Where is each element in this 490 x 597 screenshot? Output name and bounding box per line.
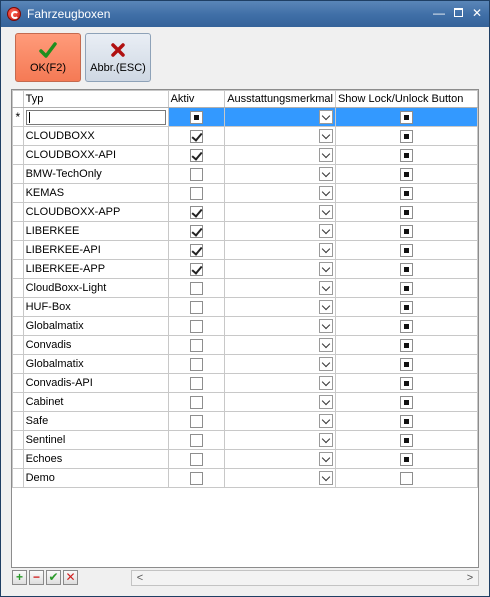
aktiv-checkbox[interactable] bbox=[190, 111, 203, 124]
aktiv-checkbox[interactable] bbox=[190, 130, 203, 143]
grid-table bbox=[12, 90, 478, 488]
column-header-show-lock-unlock[interactable]: Show Lock/Unlock Button bbox=[335, 91, 477, 108]
lock-checkbox[interactable] bbox=[400, 453, 413, 466]
lock-checkbox[interactable] bbox=[400, 225, 413, 238]
aktiv-cell[interactable] bbox=[168, 412, 225, 431]
aktiv-cell[interactable] bbox=[168, 317, 225, 336]
column-header-typ[interactable]: Typ bbox=[23, 91, 168, 108]
cancel-record-button[interactable]: ✕ bbox=[63, 570, 78, 585]
ausstattungsmerkmal-cell[interactable] bbox=[225, 279, 336, 298]
typ-cell[interactable]: BMW-TechOnly bbox=[23, 165, 168, 184]
aktiv-cell[interactable] bbox=[168, 393, 225, 412]
chevron-down-icon[interactable] bbox=[319, 243, 333, 257]
lock-cell[interactable] bbox=[335, 431, 477, 450]
typ-cell[interactable]: LIBERKEE-API bbox=[23, 241, 168, 260]
aktiv-cell[interactable] bbox=[168, 260, 225, 279]
lock-cell[interactable] bbox=[335, 412, 477, 431]
ausstattungsmerkmal-cell[interactable] bbox=[225, 317, 336, 336]
aktiv-cell[interactable] bbox=[168, 431, 225, 450]
ausstattungsmerkmal-cell[interactable] bbox=[225, 108, 336, 127]
column-header-aktiv[interactable]: Aktiv bbox=[168, 91, 225, 108]
aktiv-checkbox[interactable] bbox=[190, 263, 203, 276]
scroll-left-icon[interactable]: < bbox=[136, 572, 144, 584]
chevron-down-icon[interactable] bbox=[319, 471, 333, 485]
lock-cell[interactable] bbox=[335, 108, 477, 127]
toolbar bbox=[1, 27, 489, 89]
lock-cell[interactable] bbox=[335, 127, 477, 146]
table-row[interactable] bbox=[13, 127, 478, 146]
grid-header-row bbox=[13, 91, 478, 108]
aktiv-cell[interactable] bbox=[168, 146, 225, 165]
row-indicator bbox=[13, 241, 24, 260]
ausstattungsmerkmal-cell[interactable] bbox=[225, 184, 336, 203]
ausstattungsmerkmal-cell[interactable] bbox=[225, 127, 336, 146]
row-indicator bbox=[13, 108, 24, 127]
aktiv-cell[interactable] bbox=[168, 203, 225, 222]
ausstattungsmerkmal-cell[interactable] bbox=[225, 222, 336, 241]
ausstattungsmerkmal-cell[interactable] bbox=[225, 298, 336, 317]
aktiv-checkbox[interactable] bbox=[190, 168, 203, 181]
row-indicator bbox=[13, 336, 24, 355]
lock-cell[interactable] bbox=[335, 317, 477, 336]
post-record-button[interactable]: ✔ bbox=[46, 570, 61, 585]
chevron-down-icon[interactable] bbox=[319, 395, 333, 409]
row-indicator bbox=[13, 203, 24, 222]
lock-cell[interactable] bbox=[335, 241, 477, 260]
typ-cell[interactable]: CLOUDBOXX-API bbox=[23, 146, 168, 165]
ausstattungsmerkmal-cell[interactable] bbox=[225, 203, 336, 222]
checkmark-icon bbox=[38, 40, 58, 60]
aktiv-checkbox[interactable] bbox=[190, 339, 203, 352]
chevron-down-icon[interactable] bbox=[319, 376, 333, 390]
ausstattungsmerkmal-cell[interactable] bbox=[225, 165, 336, 184]
aktiv-cell[interactable] bbox=[168, 108, 225, 127]
typ-cell[interactable]: Cabinet bbox=[23, 393, 168, 412]
typ-cell[interactable]: Globalmatix bbox=[23, 317, 168, 336]
ausstattungsmerkmal-cell[interactable] bbox=[225, 146, 336, 165]
row-indicator-header bbox=[13, 91, 24, 108]
row-indicator bbox=[13, 222, 24, 241]
lock-cell[interactable] bbox=[335, 146, 477, 165]
table-row[interactable] bbox=[13, 374, 478, 393]
lock-checkbox[interactable] bbox=[400, 263, 413, 276]
aktiv-checkbox[interactable] bbox=[190, 415, 203, 428]
app-logo-icon bbox=[7, 7, 21, 21]
aktiv-cell[interactable] bbox=[168, 222, 225, 241]
lock-checkbox[interactable] bbox=[400, 149, 413, 162]
scroll-right-icon[interactable]: > bbox=[466, 572, 474, 584]
aktiv-checkbox[interactable] bbox=[190, 434, 203, 447]
table-row[interactable] bbox=[13, 450, 478, 469]
row-indicator bbox=[13, 260, 24, 279]
lock-checkbox[interactable] bbox=[400, 187, 413, 200]
typ-cell[interactable] bbox=[23, 108, 168, 127]
close-button[interactable]: ✕ bbox=[471, 6, 483, 20]
typ-cell[interactable]: CLOUDBOXX-APP bbox=[23, 203, 168, 222]
table-row[interactable] bbox=[13, 165, 478, 184]
title-bar bbox=[1, 1, 489, 27]
cross-icon bbox=[108, 40, 128, 60]
table-row[interactable] bbox=[13, 146, 478, 165]
row-indicator bbox=[13, 393, 24, 412]
table-row[interactable] bbox=[13, 355, 478, 374]
table-row[interactable] bbox=[13, 393, 478, 412]
lock-cell[interactable] bbox=[335, 222, 477, 241]
row-indicator bbox=[13, 431, 24, 450]
typ-cell[interactable]: Echoes bbox=[23, 450, 168, 469]
lock-cell[interactable] bbox=[335, 165, 477, 184]
table-row[interactable] bbox=[13, 203, 478, 222]
typ-cell[interactable]: HUF-Box bbox=[23, 298, 168, 317]
aktiv-checkbox[interactable] bbox=[190, 206, 203, 219]
chevron-down-icon[interactable] bbox=[319, 319, 333, 333]
row-indicator bbox=[13, 374, 24, 393]
aktiv-checkbox[interactable] bbox=[190, 301, 203, 314]
cancel-button-label: Abbr.(ESC) bbox=[90, 62, 146, 74]
chevron-down-icon[interactable] bbox=[319, 110, 333, 124]
ausstattungsmerkmal-cell[interactable] bbox=[225, 393, 336, 412]
chevron-down-icon[interactable] bbox=[319, 300, 333, 314]
typ-cell[interactable]: CLOUDBOXX bbox=[23, 127, 168, 146]
lock-checkbox[interactable] bbox=[400, 206, 413, 219]
typ-cell[interactable]: KEMAS bbox=[23, 184, 168, 203]
lock-checkbox[interactable] bbox=[400, 244, 413, 257]
typ-cell[interactable]: Convadis-API bbox=[23, 374, 168, 393]
lock-checkbox[interactable] bbox=[400, 301, 413, 314]
chevron-down-icon[interactable] bbox=[319, 129, 333, 143]
row-indicator bbox=[13, 127, 24, 146]
horizontal-scrollbar[interactable] bbox=[131, 570, 479, 586]
ok-button[interactable] bbox=[15, 33, 81, 82]
chevron-down-icon[interactable] bbox=[319, 357, 333, 371]
ausstattungsmerkmal-cell[interactable] bbox=[225, 412, 336, 431]
lock-checkbox[interactable] bbox=[400, 434, 413, 447]
aktiv-checkbox[interactable] bbox=[190, 149, 203, 162]
lock-cell[interactable] bbox=[335, 279, 477, 298]
ausstattungsmerkmal-cell[interactable] bbox=[225, 469, 336, 488]
typ-cell[interactable]: LIBERKEE-APP bbox=[23, 260, 168, 279]
window-title: Fahrzeugboxen bbox=[27, 7, 111, 21]
table-row[interactable] bbox=[13, 412, 478, 431]
ausstattungsmerkmal-cell[interactable] bbox=[225, 336, 336, 355]
aktiv-cell[interactable] bbox=[168, 127, 225, 146]
aktiv-checkbox[interactable] bbox=[190, 282, 203, 295]
maximize-button[interactable] bbox=[450, 5, 466, 21]
typ-cell[interactable]: Globalmatix bbox=[23, 355, 168, 374]
aktiv-cell[interactable] bbox=[168, 279, 225, 298]
ausstattungsmerkmal-cell[interactable] bbox=[225, 374, 336, 393]
typ-cell[interactable]: LIBERKEE bbox=[23, 222, 168, 241]
row-indicator bbox=[13, 469, 24, 488]
aktiv-cell[interactable] bbox=[168, 450, 225, 469]
ausstattungsmerkmal-cell[interactable] bbox=[225, 260, 336, 279]
row-indicator bbox=[13, 298, 24, 317]
navigator-bar bbox=[11, 569, 479, 587]
row-indicator bbox=[13, 184, 24, 203]
row-indicator bbox=[13, 317, 24, 336]
aktiv-cell[interactable] bbox=[168, 241, 225, 260]
new-row-marker: * bbox=[15, 109, 21, 124]
aktiv-checkbox[interactable] bbox=[190, 472, 203, 485]
aktiv-cell[interactable] bbox=[168, 355, 225, 374]
new-row[interactable] bbox=[13, 108, 478, 127]
chevron-down-icon[interactable] bbox=[319, 224, 333, 238]
aktiv-checkbox[interactable] bbox=[190, 358, 203, 371]
delete-record-button[interactable]: − bbox=[29, 570, 44, 585]
lock-checkbox[interactable] bbox=[400, 111, 413, 124]
chevron-down-icon[interactable] bbox=[319, 452, 333, 466]
row-indicator bbox=[13, 355, 24, 374]
typ-cell[interactable]: Convadis bbox=[23, 336, 168, 355]
lock-checkbox[interactable] bbox=[400, 377, 413, 390]
column-header-ausstattungsmerkmal[interactable]: Ausstattungsmerkmal bbox=[225, 91, 336, 108]
chevron-down-icon[interactable] bbox=[319, 262, 333, 276]
lock-checkbox[interactable] bbox=[400, 415, 413, 428]
aktiv-cell[interactable] bbox=[168, 374, 225, 393]
typ-cell[interactable]: CloudBoxx-Light bbox=[23, 279, 168, 298]
table-row[interactable] bbox=[13, 241, 478, 260]
row-indicator bbox=[13, 165, 24, 184]
lock-cell[interactable] bbox=[335, 374, 477, 393]
typ-cell[interactable]: Safe bbox=[23, 412, 168, 431]
aktiv-checkbox[interactable] bbox=[190, 396, 203, 409]
lock-cell[interactable] bbox=[335, 450, 477, 469]
cancel-button[interactable] bbox=[85, 33, 151, 82]
ausstattungsmerkmal-cell[interactable] bbox=[225, 241, 336, 260]
aktiv-checkbox[interactable] bbox=[190, 244, 203, 257]
lock-checkbox[interactable] bbox=[400, 168, 413, 181]
row-indicator bbox=[13, 412, 24, 431]
chevron-down-icon[interactable] bbox=[319, 205, 333, 219]
lock-checkbox[interactable] bbox=[400, 472, 413, 485]
typ-edit-input[interactable] bbox=[26, 110, 166, 125]
ausstattungsmerkmal-cell[interactable] bbox=[225, 450, 336, 469]
chevron-down-icon[interactable] bbox=[319, 148, 333, 162]
maximize-icon bbox=[454, 8, 463, 17]
chevron-down-icon[interactable] bbox=[319, 281, 333, 295]
table-row[interactable] bbox=[13, 260, 478, 279]
minimize-button[interactable]: — bbox=[433, 6, 445, 20]
add-record-button[interactable]: + bbox=[12, 570, 27, 585]
aktiv-checkbox[interactable] bbox=[190, 377, 203, 390]
chevron-down-icon[interactable] bbox=[319, 167, 333, 181]
lock-checkbox[interactable] bbox=[400, 339, 413, 352]
table-row[interactable] bbox=[13, 431, 478, 450]
table-row[interactable] bbox=[13, 317, 478, 336]
chevron-down-icon[interactable] bbox=[319, 186, 333, 200]
aktiv-checkbox[interactable] bbox=[190, 225, 203, 238]
table-row[interactable] bbox=[13, 298, 478, 317]
lock-cell[interactable] bbox=[335, 336, 477, 355]
chevron-down-icon[interactable] bbox=[319, 338, 333, 352]
lock-cell[interactable] bbox=[335, 298, 477, 317]
aktiv-checkbox[interactable] bbox=[190, 187, 203, 200]
chevron-down-icon[interactable] bbox=[319, 414, 333, 428]
aktiv-cell[interactable] bbox=[168, 336, 225, 355]
lock-cell[interactable] bbox=[335, 393, 477, 412]
row-indicator bbox=[13, 279, 24, 298]
typ-cell[interactable]: Sentinel bbox=[23, 431, 168, 450]
aktiv-checkbox[interactable] bbox=[190, 453, 203, 466]
lock-cell[interactable] bbox=[335, 355, 477, 374]
row-indicator bbox=[13, 146, 24, 165]
lock-cell[interactable] bbox=[335, 203, 477, 222]
data-grid bbox=[11, 89, 479, 568]
ausstattungsmerkmal-cell[interactable] bbox=[225, 431, 336, 450]
table-row[interactable] bbox=[13, 336, 478, 355]
aktiv-cell[interactable] bbox=[168, 184, 225, 203]
table-row[interactable] bbox=[13, 184, 478, 203]
table-row[interactable] bbox=[13, 222, 478, 241]
aktiv-cell[interactable] bbox=[168, 469, 225, 488]
lock-checkbox[interactable] bbox=[400, 282, 413, 295]
lock-checkbox[interactable] bbox=[400, 396, 413, 409]
aktiv-cell[interactable] bbox=[168, 298, 225, 317]
lock-cell[interactable] bbox=[335, 260, 477, 279]
lock-cell[interactable] bbox=[335, 469, 477, 488]
lock-checkbox[interactable] bbox=[400, 320, 413, 333]
lock-checkbox[interactable] bbox=[400, 130, 413, 143]
lock-cell[interactable] bbox=[335, 184, 477, 203]
ausstattungsmerkmal-cell[interactable] bbox=[225, 355, 336, 374]
aktiv-checkbox[interactable] bbox=[190, 320, 203, 333]
table-row[interactable] bbox=[13, 469, 478, 488]
table-row[interactable] bbox=[13, 279, 478, 298]
chevron-down-icon[interactable] bbox=[319, 433, 333, 447]
row-indicator bbox=[13, 450, 24, 469]
ok-button-label: OK(F2) bbox=[29, 62, 67, 74]
aktiv-cell[interactable] bbox=[168, 165, 225, 184]
lock-checkbox[interactable] bbox=[400, 358, 413, 371]
typ-cell[interactable]: Demo bbox=[23, 469, 168, 488]
